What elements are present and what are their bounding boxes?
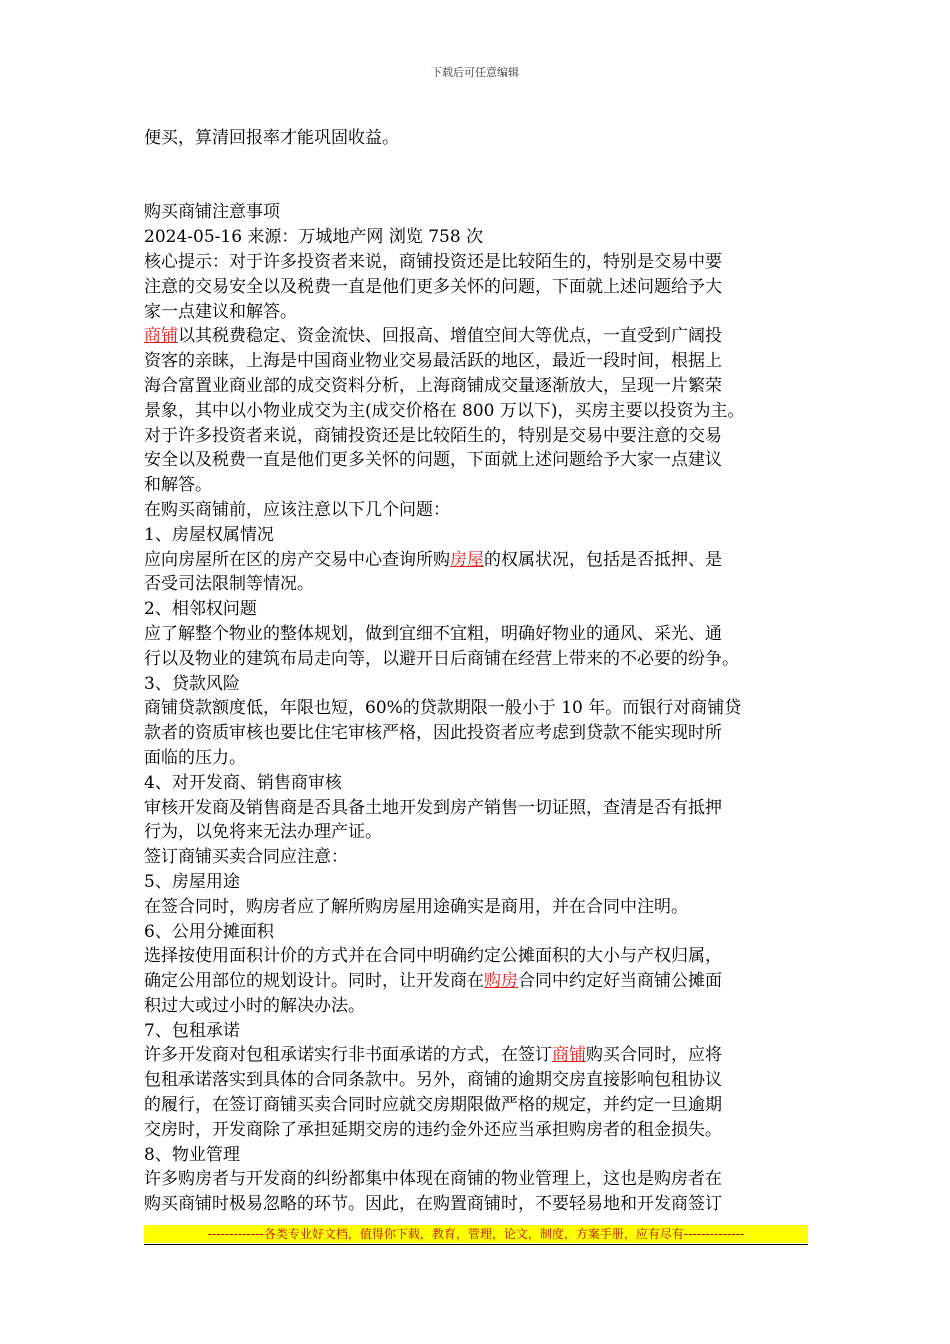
paragraph-line: 行为，以免将来无法办理产证。 [144,822,382,843]
paragraph-line: 购买商铺时极易忽略的环节。因此，在购置商铺时，不要轻易地和开发商签订 [144,1194,722,1215]
page-header: 下载后可任意编辑 [431,66,519,79]
paragraph-line: 在购买商铺前，应该注意以下几个问题： [144,499,450,520]
paragraph-line: 安全以及税费一直是他们更多关怀的问题，下面就上述问题给予大家一点建议 [144,450,722,471]
paragraph-line: 对于许多投资者来说，商铺投资还是比较陌生的，特别是交易中要注意的交易 [144,425,722,446]
section-heading: 2、相邻权问题 [144,599,257,620]
section-heading: 6、公用分摊面积 [144,921,274,942]
paragraph-line: 审核开发商及销售商是否具备土地开发到房产销售一切证照，查清是否有抵押 [144,797,722,818]
section-heading: 7、包租承诺 [144,1020,240,1041]
paragraph-line: 的履行，在签订商铺买卖合同时应就交房期限做严格的规定，并约定一旦逾期 [144,1095,722,1116]
purchase-link[interactable]: 购房 [484,971,518,992]
document-body [144,126,808,1217]
summary-line: 注意的交易安全以及税费一直是他们更多关怀的问题，下面就上述问题给予大 [144,276,722,297]
paragraph-line: 应向房屋所在区的房产交易中心查询所购房屋的权属状况，包括是否抵押、是 [144,549,722,570]
shop-link[interactable]: 商铺 [144,326,178,347]
paragraph-line: 商铺贷款额度低，年限也短，60%的贷款期限一般小于 10 年。而银行对商铺贷 [144,698,742,719]
paragraph-line: 资客的亲睐，上海是中国商业物业交易最活跃的地区，最近一段时间，根据上 [144,351,722,372]
paragraph-line: 在签合同时，购房者应了解所购房屋用途确实是商用，并在合同中注明。 [144,896,688,917]
paragraph-line: 海合富置业商业部的成交资料分析，上海商铺成交量逐渐放大，呈现一片繁荣 [144,375,722,396]
paragraph-line: 签订商铺买卖合同应注意： [144,847,348,868]
article-meta: 2024-05-16 来源：万城地产网 浏览 758 次 [144,227,484,248]
paragraph-gap [144,151,808,201]
paragraph-line: 和解答。 [144,475,212,496]
section-heading: 8、物业管理 [144,1144,240,1165]
paragraph-line: 积过大或过小时的解决办法。 [144,995,365,1016]
paragraph-line: 选择按使用面积计价的方式并在合同中明确约定公摊面积的大小与产权归属， [144,946,722,967]
summary-line: 家一点建议和解答。 [144,301,297,322]
footer-banner: -------------各类专业好文档，值得你下载，教育，管理，论文，制度，方案手册，应有尽有-------------- [144,1225,808,1243]
article-title: 购买商铺注意事项 [144,202,280,223]
house-link[interactable]: 房屋 [450,549,484,570]
section-heading: 4、对开发商、销售商审核 [144,772,342,793]
paragraph-line: 包租承诺落实到具体的合同条款中。另外，商铺的逾期交房直接影响包租协议 [144,1070,722,1091]
section-heading: 1、房屋权属情况 [144,524,274,545]
paragraph-line: 许多开发商对包租承诺实行非书面承诺的方式，在签订商铺购买合同时，应将 [144,1045,722,1066]
shop-link-2[interactable]: 商铺 [552,1045,586,1066]
paragraph-line: 面临的压力。 [144,747,246,768]
footer-divider [144,1244,808,1245]
section-heading: 3、贷款风险 [144,673,240,694]
paragraph-line: 商铺以其税费稳定、资金流快、回报高、增值空间大等优点，一直受到广阔投 [144,326,722,347]
paragraph-line: 应了解整个物业的整体规划，做到宜细不宜粗，明确好物业的通风、采光、通 [144,623,722,644]
paragraph-line: 景象，其中以小物业成交为主(成交价格在 800 万以下)，买房主要以投资为主。 [144,400,745,421]
summary-line: 核心提示：对于许多投资者来说，商铺投资还是比较陌生的，特别是交易中要 [144,251,722,272]
paragraph-line: 许多购房者与开发商的纠纷都集中体现在商铺的物业管理上，这也是购房者在 [144,1169,722,1190]
intro-line: 便买，算清回报率才能巩固收益。 [144,128,399,148]
paragraph-line: 否受司法限制等情况。 [144,574,314,595]
paragraph-line: 款者的资质审核也要比住宅审核严格，因此投资者应考虑到贷款不能实现时所 [144,723,722,744]
paragraph-line: 交房时，开发商除了承担延期交房的违约金外还应当承担购房者的租金损失。 [144,1119,722,1140]
paragraph-line: 行以及物业的建筑布局走向等，以避开日后商铺在经营上带来的不必要的纷争。 [144,648,739,669]
section-heading: 5、房屋用途 [144,871,240,892]
paragraph-line: 确定公用部位的规划设计。同时，让开发商在购房合同中约定好当商铺公摊面 [144,971,722,992]
